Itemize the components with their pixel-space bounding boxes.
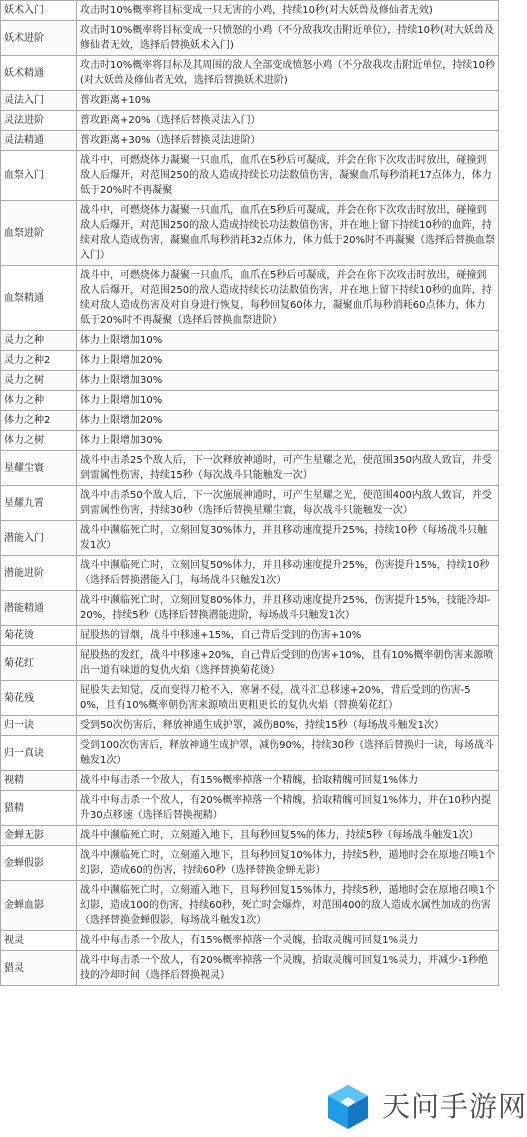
talent-name: 妖术精通: [1, 56, 77, 91]
talent-description: 战斗中濒临死亡时，立刻遁入地下，且每秒回复5%的体力，持续5秒（每场战斗触发1次）: [77, 826, 499, 846]
talent-description: 体力上限增加10%: [77, 331, 499, 351]
talent-name: 妖术入门: [1, 1, 77, 21]
table-row: [1, 556, 499, 591]
talent-description: 体力上限增加20%: [77, 411, 499, 431]
talent-name: 星耀尘寰: [1, 451, 77, 486]
cube-logo-icon: [318, 1077, 378, 1137]
table-row: [1, 391, 499, 411]
watermark-text: 天问手游网: [382, 1090, 527, 1123]
talent-description: 屁股热的冒烟，战斗中移速+15%，自己背后受到的伤害+10%: [77, 626, 499, 646]
table-row: [1, 266, 499, 331]
talent-name: 菊花残: [1, 681, 77, 716]
talent-description: 攻击时10%概率将目标变成一只愤怒的小鸡（不分敌我攻击附近单位），持续10秒(对大妖兽及修仙者无效，选择后替换妖术入门): [77, 21, 499, 56]
table-row: [1, 331, 499, 351]
talent-name: 猎精: [1, 791, 77, 826]
talent-name: 灵力之树: [1, 371, 77, 391]
talent-name: 体力之种2: [1, 411, 77, 431]
talent-name: 潜能精通: [1, 591, 77, 626]
talent-description: 战斗中濒临死亡时，立刻回复50%体力，并且移动速度提升25%，伤害提升15%，持续10秒（选择后替换潜能入门，每场战斗只触发1次）: [77, 556, 499, 591]
talent-description: 战斗中，可燃烧体力凝聚一只血爪，血爪在5秒后可凝成，并会在你下次攻击时放出，碰撞到敌人后爆开，对范围250的敌人造成持续长功法数值伤害，并在地上留下持续10秒的血阵，持续对敌人造成伤害及对自身进行恢复，每秒回复60体力，凝聚血爪每秒消耗60点体力，体力低于20%时不再凝聚（选择后替换血祭进阶）: [77, 266, 499, 331]
table-row: [1, 931, 499, 951]
table-row: [1, 826, 499, 846]
table-row: [1, 431, 499, 451]
talent-name: 血祭入门: [1, 151, 77, 201]
talent-name: 归一诀: [1, 716, 77, 736]
table-row: [1, 591, 499, 626]
table-row: [1, 716, 499, 736]
table-row: [1, 791, 499, 826]
talent-description: 战斗中濒临死亡时，立刻遁入地下，且每秒回复15%体力，持续5秒，遁地时会在原地召唤1个幻影，造成100的伤害，持续60秒，死亡时会爆炸，对范围400的敌人造成水属性加成的伤害（选择替换金蝉假影，每场战斗触发1次）: [77, 881, 499, 931]
table-row: [1, 351, 499, 371]
talent-description: 战斗中濒临死亡时，立刻回复80%体力，并且移动速度提升25%，伤害提升15%，技能冷却-20%，持续5秒（选择后替换潜能进阶，每场战斗只触发1次）: [77, 591, 499, 626]
talent-description: 体力上限增加30%: [77, 371, 499, 391]
talent-description: 战斗中濒临死亡时，立刻遁入地下，且每秒回复10%体力，持续5秒，遁地时会在原地召唤1个幻影，造成60的伤害，持续60秒（选择替换金蝉无影）: [77, 846, 499, 881]
table-row: [1, 91, 499, 111]
table-row: [1, 371, 499, 391]
talent-description: 受到100次伤害后，释放神通生成护罩，减伤90%，持续30秒（选择后替换归一诀，每场战斗触发1次）: [77, 736, 499, 771]
talent-description: 战斗中每击杀一个敌人，有20%概率掉落一个灵魄，拾取灵魄可回复1%灵力，并减少-1秒绝技的冷却时间（选择后替换视灵）: [77, 951, 499, 986]
table-row: [1, 56, 499, 91]
talent-description: 战斗中，可燃烧体力凝聚一只血爪，血爪在5秒后可凝成，并会在你下次攻击时放出，碰撞到敌人后爆开，对范围250的敌人造成持续长功法数值伤害，并在地上留下持续10秒的血阵，持续对敌人造成伤害，凝聚血爪每秒消耗32点体力，体力低于20%时不再凝聚（选择后替换血祭入门）: [77, 201, 499, 266]
talent-name: 灵法精通: [1, 131, 77, 151]
talent-name: 菊花红: [1, 646, 77, 681]
table-row: [1, 111, 499, 131]
talent-description: 体力上限增加10%: [77, 391, 499, 411]
talent-description: 战斗中每击杀一个敌人，有15%概率掉落一个精魄，拾取精魄可回复1%体力: [77, 771, 499, 791]
talent-description: 受到50次伤害后，释放神通生成护罩，减伤80%，持续15秒（每场战斗触发1次）: [77, 716, 499, 736]
talent-description: 战斗中每击杀一个敌人，有15%概率掉落一个灵魄，拾取灵魄可回复1%灵力: [77, 931, 499, 951]
table-row: [1, 1, 499, 21]
talent-name: 金蝉无影: [1, 826, 77, 846]
talent-name: 体力之种: [1, 391, 77, 411]
table-row: [1, 736, 499, 771]
table-row: [1, 201, 499, 266]
talent-name: 潜能进阶: [1, 556, 77, 591]
talent-description: 战斗中击杀25个敌人后，下一次释放神通时，可产生星耀之光，使范围350内敌人致盲，并受到雷属性伤害，持续15秒（每次战斗只能触发一次）: [77, 451, 499, 486]
table-row: [1, 881, 499, 931]
table-row: [1, 411, 499, 431]
talent-description: 屁股失去知觉，反而变得刀枪不入，寒暑不侵，战斗汇总移速+20%，背后受到的伤害-50%，且有10%概率朝伤害来源喷出更粗更长的复仇火焰（替换菊花红）: [77, 681, 499, 716]
talent-description: 体力上限增加30%: [77, 431, 499, 451]
table-row: [1, 451, 499, 486]
talent-description: 普攻距离+30%（选择后替换灵法进阶）: [77, 131, 499, 151]
talent-description: 战斗中每击杀一个敌人，有20%概率掉落一个精魄，拾取精魄可回复1%体力，并在10秒内提升30点移速（选择后替换视精）: [77, 791, 499, 826]
table-row: [1, 21, 499, 56]
talent-description: 普攻距离+10%: [77, 91, 499, 111]
talent-description: 攻击时10%概率将目标及其周围的敌人全部变成愤怒小鸡（不分敌我攻击附近单位，持续10秒(对大妖兽及修仙者无效，选择后替换妖术进阶): [77, 56, 499, 91]
table-row: [1, 151, 499, 201]
talent-name: 灵力之种: [1, 331, 77, 351]
talent-description: 攻击时10%概率将目标变成一只无害的小鸡，持续10秒(对大妖兽及修仙者无效): [77, 1, 499, 21]
talent-table-body: [1, 1, 499, 986]
table-row: [1, 486, 499, 521]
talent-description: 战斗中濒临死亡时，立刻回复30%体力，并且移动速度提升25%，持续10秒（每场战斗只触发1次）: [77, 521, 499, 556]
talent-name: 视灵: [1, 931, 77, 951]
talent-name: 灵力之种2: [1, 351, 77, 371]
watermark: [318, 1077, 527, 1137]
talent-name: 星耀九霄: [1, 486, 77, 521]
talent-name: 血祭精通: [1, 266, 77, 331]
talent-description: 普攻距离+20%（选择后替换灵法入门）: [77, 111, 499, 131]
talent-name: 妖术进阶: [1, 21, 77, 56]
table-row: [1, 951, 499, 986]
table-row: [1, 681, 499, 716]
table-row: [1, 846, 499, 881]
table-row: [1, 521, 499, 556]
talent-name: 视精: [1, 771, 77, 791]
talent-name: 金蝉血影: [1, 881, 77, 931]
talent-name: 猎灵: [1, 951, 77, 986]
talent-name: 潜能入门: [1, 521, 77, 556]
talent-description: 战斗中击杀50个敌人后，下一次施展神通时，可产生星耀之光，使范围400内敌人致盲，并受到雷属性伤害，持续30秒（选择后替换星耀尘寰，每次战斗只能触发一次）: [77, 486, 499, 521]
talent-name: 归一真诀: [1, 736, 77, 771]
talent-description: 战斗中，可燃烧体力凝聚一只血爪，血爪在5秒后可凝成，并会在你下次攻击时放出，碰撞到敌人后爆开，对范围250的敌人造成持续长功法数值伤害，凝聚血爪每秒消耗17点体力，体力低于20%时不再凝聚: [77, 151, 499, 201]
talent-name: 体力之树: [1, 431, 77, 451]
talent-name: 血祭进阶: [1, 201, 77, 266]
table-row: [1, 646, 499, 681]
table-row: [1, 626, 499, 646]
talent-description: 屁股热的发红，战斗中移速+20%，自己背后受到的伤害+10%，且有10%概率朝伤害来源喷出一道有味道的复仇火焰（选择替换菊花烫）: [77, 646, 499, 681]
talent-description: 体力上限增加20%: [77, 351, 499, 371]
talent-name: 菊花烫: [1, 626, 77, 646]
table-row: [1, 771, 499, 791]
talent-name: 金蝉假影: [1, 846, 77, 881]
talent-name: 灵法进阶: [1, 111, 77, 131]
talent-name: 灵法入门: [1, 91, 77, 111]
table-row: [1, 131, 499, 151]
